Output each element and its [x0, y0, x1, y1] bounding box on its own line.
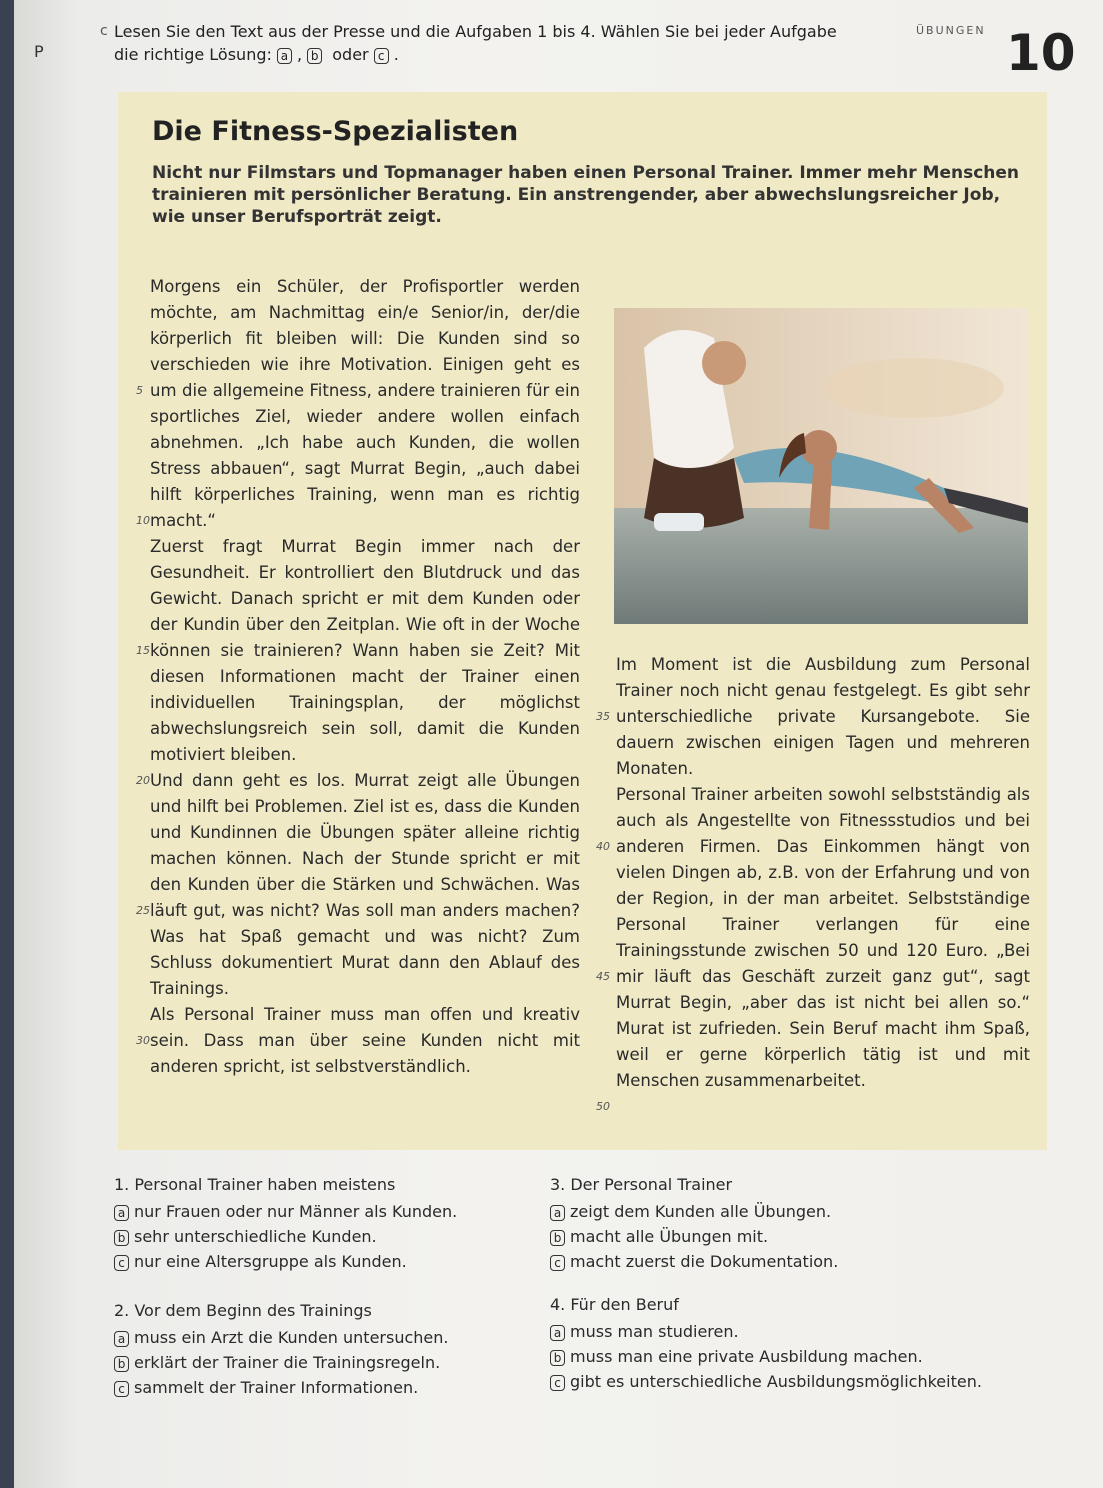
- article-paragraph: Personal Trainer arbeiten sowohl selbstständig als auch als Angestellte von Fitnessstudios und bei anderen Firmen. Das Einkommen hängt von vielen Dingen ab, z.B. von der Erfahrung und von der Region, in der man arbeitet. Selbstständige Personal Trainer verlangen für eine Trainingsstunde zwischen 50 und 120 Euro. „Bei mir läuft das Geschäft zurzeit ganz gut“, sagt Murrat Begin, „aber das ist nicht bei allen so.“ Murat ist zufrieden. Sein Beruf macht ihm Spaß, weil er gerne körperlich tätig ist und mit Menschen zusammenarbeitet.: [616, 785, 1030, 1090]
- option-letter: a: [550, 1325, 565, 1341]
- margin-mark: P: [34, 42, 44, 61]
- option-letter: b: [550, 1350, 565, 1366]
- article-paragraph: Morgens ein Schüler, der Profisportler werden möchte, am Nachmittag ein/e Senior/in, der/die körperlich fit bleiben will: Die Kunden sind so verschieden wie ihre Motivation. Einigen geht es um die allgemeine Fitness, andere trainieren für ein sportliches Ziel, wieder andere wollen einfach abnehmen. „Ich habe auch Kunden, die wollen Stress abbauen“, sagt Murrat Begin, „auch dabei hilft körperliches Training, wenn man es richtig macht.“: [150, 277, 580, 530]
- question-stem: 2. Vor dem Beginn des Trainings: [114, 1301, 372, 1320]
- option-text: muss ein Arzt die Kunden untersuchen.: [134, 1328, 449, 1347]
- question-2: [114, 1298, 544, 1400]
- section-label: ÜBUNGEN: [916, 24, 986, 37]
- option-letter: c: [550, 1375, 565, 1391]
- option-text: muss man eine private Ausbildung machen.: [570, 1347, 923, 1366]
- solution-badge-a: a: [277, 48, 292, 64]
- line-number: 25: [136, 904, 150, 917]
- article-column-left: [136, 274, 580, 1080]
- answer-option[interactable]: [550, 1319, 1070, 1344]
- line-number: 50: [596, 1100, 610, 1113]
- option-text: zeigt dem Kunden alle Übungen.: [570, 1202, 832, 1221]
- instruction-line-1: Lesen Sie den Text aus der Presse und die Aufgaben 1 bis 4. Wählen Sie bei jeder Aufgabe: [114, 22, 837, 41]
- unit-number: 10: [1006, 24, 1076, 82]
- option-letter: c: [114, 1255, 129, 1271]
- answer-option[interactable]: [550, 1344, 1070, 1369]
- option-text: erklärt der Trainer die Trainingsregeln.: [134, 1353, 441, 1372]
- question-3: [550, 1172, 1070, 1274]
- option-letter: b: [114, 1356, 129, 1372]
- answer-option[interactable]: [114, 1249, 544, 1274]
- answer-option[interactable]: [550, 1224, 1070, 1249]
- answer-option[interactable]: [550, 1199, 1070, 1224]
- answer-option[interactable]: [114, 1375, 544, 1400]
- option-text: sammelt der Trainer Informationen.: [134, 1378, 419, 1397]
- line-number: 10: [136, 514, 150, 527]
- article-lead: Nicht nur Filmstars und Topmanager haben einen Personal Trainer. Immer mehr Menschen trainieren mit persönlicher Beratung. Ein anstrengender, aber abwechslungsreicher Job, wie unser Berufsporträt zeigt.: [152, 163, 1020, 227]
- article-column-right: [596, 652, 1030, 1113]
- article-paragraph: Im Moment ist die Ausbildung zum Personal Trainer noch nicht genau festgelegt. Es gibt sehr unterschiedliche private Kursangebote. Sie dauern zwischen einigen Tagen und mehreren Monaten.: [616, 655, 1030, 778]
- article-paragraph: Als Personal Trainer muss man offen und kreativ sein. Dass man über seine Kunden nicht mit anderen spricht, ist selbstverständlich.: [150, 1005, 580, 1076]
- question-stem: 3. Der Personal Trainer: [550, 1175, 733, 1194]
- answer-option[interactable]: [114, 1199, 544, 1224]
- line-number: 30: [136, 1034, 150, 1047]
- article-title: Die Fitness-Spezialisten: [152, 116, 519, 147]
- question-stem: 4. Für den Beruf: [550, 1295, 679, 1314]
- answer-option[interactable]: [114, 1350, 544, 1375]
- option-letter: a: [550, 1205, 565, 1221]
- instruction-line-2-text: die richtige Lösung:: [114, 45, 272, 64]
- trainer-photo-illustration: [614, 308, 1028, 624]
- line-number: 15: [136, 644, 150, 657]
- question-stem: 1. Personal Trainer haben meistens: [114, 1175, 396, 1194]
- option-text: macht alle Übungen mit.: [570, 1227, 769, 1246]
- option-text: gibt es unterschiedliche Ausbildungsmöglichkeiten.: [570, 1372, 982, 1391]
- option-letter: c: [114, 1381, 129, 1397]
- task-letter: c: [100, 23, 108, 39]
- option-letter: b: [114, 1230, 129, 1246]
- option-text: muss man studieren.: [570, 1322, 739, 1341]
- line-number: 20: [136, 774, 150, 787]
- line-number: 45: [596, 970, 610, 983]
- textbook-page: [14, 0, 1103, 1488]
- answer-option[interactable]: [114, 1325, 544, 1350]
- article-paragraph: Und dann geht es los. Murrat zeigt alle Übungen und hilft bei Problemen. Ziel ist es, dass die Kunden und Kundinnen die Übungen später alleine richtig machen können. Nach der Stunde spricht er mit den Kunden über die Stärken und Schwächen. Was läuft gut, was nicht? Was soll man anders machen? Was hat Spaß gemacht und was nicht? Zum Schluss dokumentiert Murat dann den Ablauf des Trainings.: [150, 771, 580, 998]
- solution-badge-c: c: [374, 48, 389, 64]
- solution-badge-b: b: [307, 48, 322, 64]
- instruction-line-2: die richtige Lösung: a , b oder c .: [114, 45, 399, 64]
- line-number: 35: [596, 710, 610, 723]
- line-number: 5: [136, 384, 143, 397]
- article-paragraph: Zuerst fragt Murrat Begin immer nach der Gesundheit. Er kontrolliert den Blutdruck und das Gewicht. Danach spricht er mit dem Kunden oder der Kundin über den Zeitplan. Wie oft in der Woche können sie trainieren? Wann haben sie Zeit? Mit diesen Informationen macht der Trainer einen individuellen Trainingsplan, der möglichst abwechslungsreich sein soll, damit die Kunden motiviert bleiben.: [150, 537, 580, 764]
- option-text: nur eine Altersgruppe als Kunden.: [134, 1252, 407, 1271]
- option-text: sehr unterschiedliche Kunden.: [134, 1227, 377, 1246]
- or-word: oder: [332, 45, 369, 64]
- trainer-photo: [614, 308, 1028, 624]
- article-box: [118, 92, 1047, 1150]
- option-letter: b: [550, 1230, 565, 1246]
- option-letter: a: [114, 1205, 129, 1221]
- question-1: [114, 1172, 544, 1274]
- option-letter: c: [550, 1255, 565, 1271]
- answer-option[interactable]: [114, 1224, 544, 1249]
- answer-option[interactable]: [550, 1369, 1070, 1394]
- answer-option[interactable]: [550, 1249, 1070, 1274]
- task-instruction: [100, 20, 914, 66]
- option-text: macht zuerst die Dokumentation.: [570, 1252, 839, 1271]
- question-4: [550, 1292, 1070, 1394]
- option-letter: a: [114, 1331, 129, 1347]
- line-number: 40: [596, 840, 610, 853]
- instruction-period: .: [393, 45, 399, 64]
- option-text: nur Frauen oder nur Männer als Kunden.: [134, 1202, 458, 1221]
